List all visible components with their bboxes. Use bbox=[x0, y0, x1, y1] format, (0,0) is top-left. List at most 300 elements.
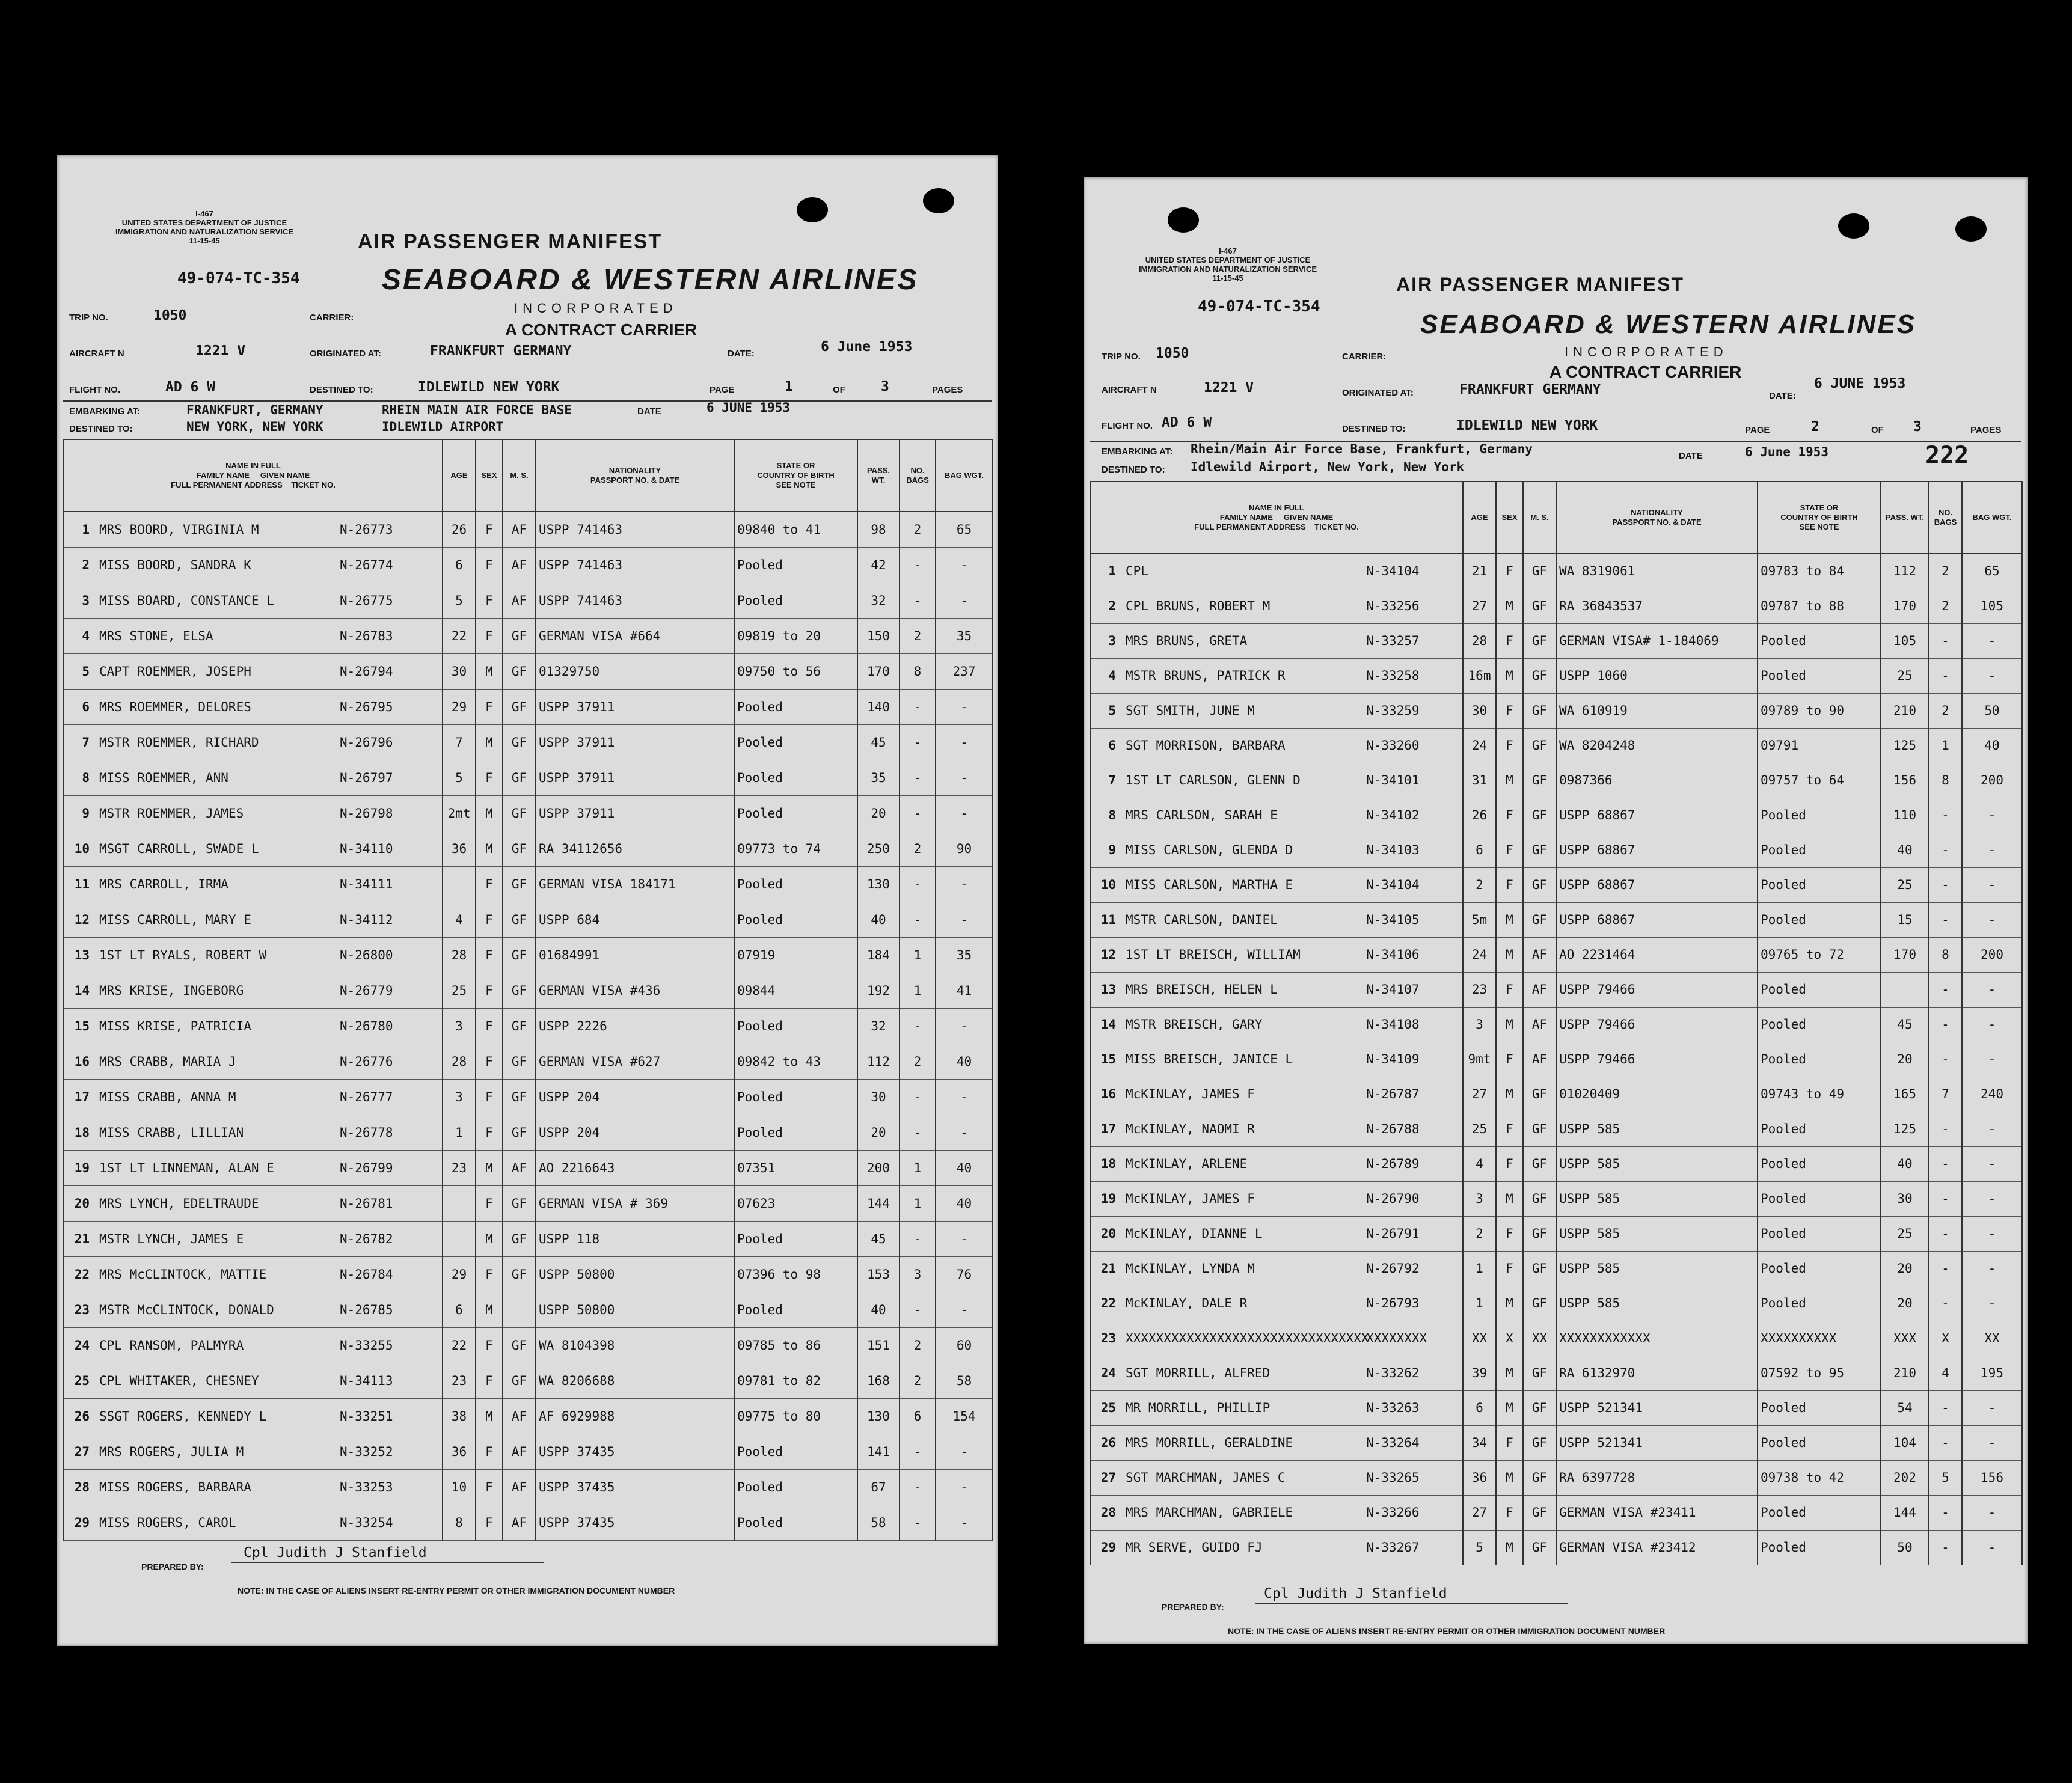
originated-value: FRANKFURT GERMANY bbox=[1459, 382, 1601, 397]
sex-cell: M bbox=[476, 831, 503, 866]
marital-status-cell: AF bbox=[1523, 937, 1556, 972]
birth-cell: 07592 to 95 bbox=[1758, 1356, 1881, 1390]
ticket-number: N-33251 bbox=[340, 1408, 393, 1424]
passenger-name: MISS CRABB, ANNA M bbox=[99, 1089, 236, 1104]
row-number: 26 bbox=[1100, 1436, 1116, 1450]
age-cell: 38 bbox=[443, 1398, 476, 1434]
ticket-number: N-26774 bbox=[340, 557, 393, 572]
bags-cell: 1 bbox=[900, 973, 936, 1008]
bag-weight-cell: - bbox=[936, 724, 993, 760]
page-label: PAGE bbox=[1745, 425, 1770, 435]
bag-weight-cell: - bbox=[936, 902, 993, 937]
sex-cell: F bbox=[476, 1185, 503, 1221]
bag-weight-cell: - bbox=[1962, 623, 2022, 658]
passenger-name: CPL bbox=[1126, 564, 1148, 579]
sex-cell: F bbox=[476, 583, 503, 618]
pass-weight-cell: 210 bbox=[1881, 1356, 1929, 1390]
pass-weight-cell: 150 bbox=[857, 618, 900, 653]
passport-cell: USPP 521341 bbox=[1556, 1425, 1758, 1460]
pass-weight-cell: 192 bbox=[857, 973, 900, 1008]
bag-weight-cell: - bbox=[936, 795, 993, 831]
age-cell: 25 bbox=[443, 973, 476, 1008]
ticket-number: N-26789 bbox=[1366, 1157, 1420, 1171]
marital-status-cell: AF bbox=[1523, 1042, 1556, 1077]
destined-label: DESTINED TO: bbox=[1102, 465, 1165, 475]
ticket-number: N-26788 bbox=[1366, 1122, 1420, 1136]
ticket-number: N-26797 bbox=[340, 770, 393, 785]
age-cell: 24 bbox=[1463, 937, 1496, 972]
table-row bbox=[64, 724, 993, 760]
ticket-number: XXXXXXXX bbox=[1366, 1331, 1427, 1345]
age-cell: 9mt bbox=[1463, 1042, 1496, 1077]
age-cell: 39 bbox=[1463, 1356, 1496, 1390]
marital-status-cell: GF bbox=[503, 1256, 536, 1292]
passenger-name: MRS KRISE, INGEBORG bbox=[99, 983, 244, 998]
row-number: 3 bbox=[1108, 634, 1116, 648]
age-cell: 2mt bbox=[443, 795, 476, 831]
sex-cell: F bbox=[1496, 1251, 1523, 1286]
passenger-name: McKINLAY, ARLENE bbox=[1126, 1157, 1248, 1171]
sex-cell: F bbox=[1496, 728, 1523, 763]
row-number: 25 bbox=[1100, 1401, 1116, 1415]
sex-cell: F bbox=[476, 1256, 503, 1292]
table-row bbox=[64, 902, 993, 937]
marital-status-cell: GF bbox=[1523, 1530, 1556, 1565]
row-number: 6 bbox=[82, 699, 90, 714]
marital-status-cell: GF bbox=[503, 1185, 536, 1221]
bags-cell: - bbox=[1929, 658, 1962, 693]
marital-status-cell: XX bbox=[1523, 1321, 1556, 1356]
date-value: 6 June 1953 bbox=[821, 339, 913, 355]
row-number: 3 bbox=[82, 593, 90, 608]
birth-cell: Pooled bbox=[1758, 1425, 1881, 1460]
birth-cell: 09842 to 43 bbox=[734, 1044, 857, 1079]
sex-cell: F bbox=[476, 1469, 503, 1505]
birth-cell: 07396 to 98 bbox=[734, 1256, 857, 1292]
form-header: I-467 UNITED STATES DEPARTMENT OF JUSTICE IMMIGRATION AND NATURALIZATION SERVICE 11-15-45 bbox=[115, 209, 294, 245]
passport-cell: USPP 204 bbox=[536, 1115, 734, 1150]
marital-status-cell: AF bbox=[503, 1469, 536, 1505]
ticket-number: N-34107 bbox=[1366, 982, 1420, 997]
punch-hole bbox=[1838, 213, 1869, 239]
ticket-number: N-33267 bbox=[1366, 1540, 1420, 1555]
ticket-number: N-26780 bbox=[340, 1018, 393, 1033]
row-number: 11 bbox=[74, 876, 90, 892]
age-cell: 24 bbox=[1463, 728, 1496, 763]
destined-to-value: IDLEWILD NEW YORK bbox=[418, 379, 560, 395]
pass-weight-cell: 170 bbox=[1881, 589, 1929, 623]
age-cell: 1 bbox=[1463, 1251, 1496, 1286]
table-row bbox=[64, 1115, 993, 1150]
bag-wt-column-header: BAG WGT. bbox=[1962, 482, 2022, 554]
bags-cell: - bbox=[1929, 1530, 1962, 1565]
bag-weight-cell: 65 bbox=[1962, 554, 2022, 589]
row-number: 9 bbox=[1108, 843, 1116, 857]
incorporated-label: INCORPORATED bbox=[514, 301, 678, 316]
row-number: 13 bbox=[1100, 982, 1116, 997]
sex-cell: F bbox=[1496, 554, 1523, 589]
birth-cell: Pooled bbox=[1758, 1530, 1881, 1565]
table-row bbox=[64, 1398, 993, 1434]
bag-weight-cell: 58 bbox=[936, 1363, 993, 1398]
table-row bbox=[64, 512, 993, 547]
marital-status-cell: GF bbox=[1523, 1356, 1556, 1390]
bag-weight-cell: - bbox=[1962, 1390, 2022, 1425]
passenger-name: MISS BOORD, SANDRA K bbox=[99, 557, 251, 572]
birth-cell: Pooled bbox=[734, 902, 857, 937]
ticket-number: N-33258 bbox=[1366, 668, 1420, 683]
passenger-name: MRS ROGERS, JULIA M bbox=[99, 1444, 244, 1459]
passport-cell: USPP 68867 bbox=[1556, 833, 1758, 867]
sex-cell: F bbox=[476, 512, 503, 547]
manifest-title: AIR PASSENGER MANIFEST bbox=[358, 230, 663, 253]
bag-weight-cell: - bbox=[1962, 972, 2022, 1007]
contract-carrier-label: A CONTRACT CARRIER bbox=[505, 320, 697, 339]
sex-cell: M bbox=[1496, 1390, 1523, 1425]
trip-label: TRIP NO. bbox=[1102, 352, 1141, 362]
marital-status-cell: GF bbox=[1523, 623, 1556, 658]
ticket-number: N-34101 bbox=[1366, 773, 1420, 788]
sex-cell: F bbox=[476, 1115, 503, 1150]
row-number: 8 bbox=[82, 770, 90, 785]
bag-weight-cell: 40 bbox=[936, 1150, 993, 1185]
sex-cell: M bbox=[1496, 1077, 1523, 1112]
age-cell: 1 bbox=[1463, 1286, 1496, 1321]
bags-cell: 8 bbox=[900, 653, 936, 689]
passport-cell: USPP 79466 bbox=[1556, 1007, 1758, 1042]
bag-weight-cell: - bbox=[936, 760, 993, 795]
row-number: 27 bbox=[1100, 1470, 1116, 1485]
pass-weight-cell: 105 bbox=[1881, 623, 1929, 658]
ticket-number: N-26794 bbox=[340, 664, 393, 679]
ticket-number: N-34108 bbox=[1366, 1017, 1420, 1032]
age-cell: 25 bbox=[1463, 1112, 1496, 1146]
date-label: DATE: bbox=[1769, 391, 1796, 401]
row-number: 8 bbox=[1108, 808, 1116, 822]
table-row bbox=[1090, 1007, 2022, 1042]
bags-cell: 2 bbox=[900, 1363, 936, 1398]
table-row bbox=[1090, 833, 2022, 867]
pass-weight-cell: 35 bbox=[857, 760, 900, 795]
table-row bbox=[64, 1221, 993, 1256]
age-cell: 22 bbox=[443, 1327, 476, 1363]
name-column-header: NAME IN FULL FAMILY NAME GIVEN NAME FULL PERMANENT ADDRESS TICKET NO. bbox=[64, 439, 443, 512]
pass-weight-cell: 250 bbox=[857, 831, 900, 866]
destined-city: NEW YORK, NEW YORK bbox=[186, 420, 323, 434]
age-cell: 5m bbox=[1463, 902, 1496, 937]
ticket-number: N-26800 bbox=[340, 947, 393, 962]
bags-cell: 2 bbox=[900, 1044, 936, 1079]
bags-cell: - bbox=[900, 1469, 936, 1505]
sex-cell: F bbox=[476, 1079, 503, 1115]
passenger-name: XXXXXXXXXXXXXXXXXXXXXXXXXXXXXXXX bbox=[1126, 1331, 1369, 1345]
age-cell bbox=[443, 1221, 476, 1256]
marital-status-cell: GF bbox=[503, 724, 536, 760]
passenger-table bbox=[1090, 481, 2023, 1565]
bags-cell: 2 bbox=[900, 1327, 936, 1363]
ticket-number: N-26779 bbox=[340, 983, 393, 998]
passport-cell: USPP 79466 bbox=[1556, 1042, 1758, 1077]
marital-status-cell: GF bbox=[1523, 1077, 1556, 1112]
bag-weight-cell: 35 bbox=[936, 937, 993, 973]
bag-weight-cell: - bbox=[936, 547, 993, 583]
row-number: 15 bbox=[1100, 1052, 1116, 1066]
bags-cell: - bbox=[1929, 1181, 1962, 1216]
table-row bbox=[1090, 937, 2022, 972]
contract-carrier-label: A CONTRACT CARRIER bbox=[1549, 362, 1742, 381]
birth-cell: 09765 to 72 bbox=[1758, 937, 1881, 972]
sex-cell: F bbox=[476, 902, 503, 937]
sex-cell: F bbox=[1496, 1495, 1523, 1530]
trip-label: TRIP NO. bbox=[69, 313, 108, 323]
passport-cell: RA 6397728 bbox=[1556, 1460, 1758, 1495]
airline-name: SEABOARD & WESTERN AIRLINES bbox=[1420, 310, 1916, 339]
pass-weight-cell: 168 bbox=[857, 1363, 900, 1398]
bags-column-header: NO. BAGS bbox=[1929, 482, 1962, 554]
passenger-name: MSTR BREISCH, GARY bbox=[1126, 1017, 1263, 1032]
table-row bbox=[1090, 728, 2022, 763]
pass-weight-cell: 40 bbox=[857, 1292, 900, 1327]
ticket-number: N-26784 bbox=[340, 1267, 393, 1282]
passport-cell: GERMAN VISA #23412 bbox=[1556, 1530, 1758, 1565]
age-cell: 1 bbox=[443, 1115, 476, 1150]
age-cell: 29 bbox=[443, 689, 476, 724]
immigration-note: NOTE: IN THE CASE OF ALIENS INSERT RE-ENTRY PERMIT OR OTHER IMMIGRATION DOCUMENT NUMBER bbox=[238, 1586, 675, 1595]
sex-cell: M bbox=[1496, 1356, 1523, 1390]
pass-weight-cell: 140 bbox=[857, 689, 900, 724]
manifest-page-1 bbox=[57, 155, 998, 1646]
passenger-name: 1ST LT CARLSON, GLENN D bbox=[1126, 773, 1301, 788]
table-row bbox=[64, 1469, 993, 1505]
passport-cell: USPP 521341 bbox=[1556, 1390, 1758, 1425]
bag-weight-cell: - bbox=[1962, 1495, 2022, 1530]
ticket-number: N-33265 bbox=[1366, 1470, 1420, 1485]
birth-cell: Pooled bbox=[734, 1008, 857, 1044]
marital-status-cell: GF bbox=[1523, 1495, 1556, 1530]
birth-cell: 09819 to 20 bbox=[734, 618, 857, 653]
passenger-name: MISS ROEMMER, ANN bbox=[99, 770, 228, 785]
table-row bbox=[64, 831, 993, 866]
pass-weight-cell: 20 bbox=[1881, 1251, 1929, 1286]
passenger-name: McKINLAY, NAOMI R bbox=[1126, 1122, 1255, 1136]
passport-cell: 01329750 bbox=[536, 653, 734, 689]
marital-status-cell: GF bbox=[1523, 1286, 1556, 1321]
marital-status-cell: GF bbox=[503, 653, 536, 689]
pass-weight-cell: 184 bbox=[857, 937, 900, 973]
row-number: 7 bbox=[82, 735, 90, 750]
destined-airport: IDLEWILD AIRPORT bbox=[382, 420, 504, 434]
sex-cell: F bbox=[1496, 1112, 1523, 1146]
punch-hole bbox=[1168, 207, 1199, 233]
row-number: 14 bbox=[1100, 1017, 1116, 1032]
age-cell: 27 bbox=[1463, 589, 1496, 623]
row-number: 10 bbox=[1100, 878, 1116, 892]
age-cell: 6 bbox=[443, 1292, 476, 1327]
row-number: 24 bbox=[74, 1338, 90, 1353]
birth-cell: 09791 bbox=[1758, 728, 1881, 763]
reference-number: 49-074-TC-354 bbox=[1198, 298, 1320, 316]
flight-label: FLIGHT NO. bbox=[69, 385, 120, 395]
passenger-name: MSTR LYNCH, JAMES E bbox=[99, 1231, 244, 1246]
embarking-date: 6 JUNE 1953 bbox=[707, 400, 791, 415]
row-number: 21 bbox=[74, 1231, 90, 1246]
marital-status-cell: GF bbox=[503, 795, 536, 831]
bag-weight-cell: - bbox=[1962, 1112, 2022, 1146]
age-cell: 27 bbox=[1463, 1495, 1496, 1530]
marital-status-cell: GF bbox=[503, 1363, 536, 1398]
passenger-name: SGT MORRILL, ALFRED bbox=[1126, 1366, 1270, 1380]
marital-status-cell: GF bbox=[503, 902, 536, 937]
bag-weight-cell: - bbox=[1962, 1425, 2022, 1460]
bags-cell: - bbox=[900, 689, 936, 724]
sex-cell: F bbox=[476, 760, 503, 795]
bag-weight-cell: 240 bbox=[1962, 1077, 2022, 1112]
pass-weight-cell: 15 bbox=[1881, 902, 1929, 937]
bags-cell: - bbox=[900, 760, 936, 795]
passenger-table bbox=[63, 439, 993, 1541]
age-column-header: AGE bbox=[1463, 482, 1496, 554]
marital-status-cell: AF bbox=[1523, 972, 1556, 1007]
bag-weight-cell: 60 bbox=[936, 1327, 993, 1363]
passenger-name: MSTR BRUNS, PATRICK R bbox=[1126, 668, 1286, 683]
bag-weight-cell: 237 bbox=[936, 653, 993, 689]
of-label: OF bbox=[833, 385, 845, 395]
passenger-name: MRS ROEMMER, DELORES bbox=[99, 699, 251, 714]
table-row bbox=[64, 795, 993, 831]
sex-cell: M bbox=[1496, 589, 1523, 623]
passenger-name: MSTR CARLSON, DANIEL bbox=[1126, 913, 1278, 927]
age-column-header: AGE bbox=[443, 439, 476, 512]
marital-status-cell: GF bbox=[1523, 833, 1556, 867]
aircraft-label: AIRCRAFT N bbox=[1102, 385, 1157, 395]
pass-weight-cell: 130 bbox=[857, 1398, 900, 1434]
passenger-name: MRS LYNCH, EDELTRAUDE bbox=[99, 1196, 259, 1211]
bag-weight-cell: - bbox=[1962, 833, 2022, 867]
ticket-number: N-34105 bbox=[1366, 913, 1420, 927]
ticket-number: N-33256 bbox=[1366, 599, 1420, 613]
passport-cell: USPP 68867 bbox=[1556, 798, 1758, 833]
pass-weight-cell: 20 bbox=[857, 1115, 900, 1150]
marital-status-cell: AF bbox=[503, 583, 536, 618]
age-cell: 28 bbox=[443, 1044, 476, 1079]
passport-cell: RA 6132970 bbox=[1556, 1356, 1758, 1390]
passenger-name: MISS KRISE, PATRICIA bbox=[99, 1018, 251, 1033]
manifest-page-2 bbox=[1084, 177, 2028, 1644]
passport-cell: 0987366 bbox=[1556, 763, 1758, 798]
passport-cell: USPP 1060 bbox=[1556, 658, 1758, 693]
birth-cell: Pooled bbox=[1758, 1251, 1881, 1286]
birth-cell: Pooled bbox=[734, 1292, 857, 1327]
bags-cell: - bbox=[1929, 902, 1962, 937]
trip-number: 1050 bbox=[153, 308, 187, 323]
of-label: OF bbox=[1871, 425, 1884, 435]
row-number: 18 bbox=[1100, 1157, 1116, 1171]
bag-weight-cell: 200 bbox=[1962, 937, 2022, 972]
sex-cell: M bbox=[1496, 937, 1523, 972]
bags-cell: - bbox=[900, 795, 936, 831]
bag-weight-cell: - bbox=[1962, 1146, 2022, 1181]
table-row bbox=[1090, 763, 2022, 798]
embarking-date: 6 June 1953 bbox=[1745, 445, 1829, 459]
birth-cell: XXXXXXXXXX bbox=[1758, 1321, 1881, 1356]
bags-cell: - bbox=[1929, 623, 1962, 658]
birth-cell: 09757 to 64 bbox=[1758, 763, 1881, 798]
passport-cell: USPP 2226 bbox=[536, 1008, 734, 1044]
ticket-number: N-33259 bbox=[1366, 703, 1420, 718]
passport-cell: USPP 37435 bbox=[536, 1434, 734, 1469]
ticket-number: N-26785 bbox=[340, 1302, 393, 1317]
incorporated-label: INCORPORATED bbox=[1565, 344, 1728, 359]
bag-weight-cell: 65 bbox=[936, 512, 993, 547]
passport-cell: USPP 741463 bbox=[536, 583, 734, 618]
marital-status-cell: AF bbox=[503, 512, 536, 547]
age-cell: 3 bbox=[443, 1079, 476, 1115]
date2-label: DATE bbox=[1679, 451, 1703, 461]
table-row bbox=[64, 1363, 993, 1398]
age-cell: 23 bbox=[443, 1150, 476, 1185]
age-cell: 23 bbox=[1463, 972, 1496, 1007]
bags-cell: - bbox=[1929, 1042, 1962, 1077]
table-row bbox=[1090, 1112, 2022, 1146]
birth-cell: Pooled bbox=[734, 795, 857, 831]
row-number: 22 bbox=[74, 1267, 90, 1282]
table-row bbox=[64, 1327, 993, 1363]
table-row bbox=[1090, 798, 2022, 833]
pass-weight-cell: 125 bbox=[1881, 728, 1929, 763]
marital-status-cell: GF bbox=[1523, 554, 1556, 589]
bags-cell: 2 bbox=[900, 831, 936, 866]
birth-cell: Pooled bbox=[734, 760, 857, 795]
table-row bbox=[1090, 1181, 2022, 1216]
passenger-name: MRS BREISCH, HELEN L bbox=[1126, 982, 1278, 997]
sex-cell: F bbox=[476, 1505, 503, 1540]
birth-cell: Pooled bbox=[1758, 833, 1881, 867]
bag-weight-cell: - bbox=[1962, 1251, 2022, 1286]
trip-number: 1050 bbox=[1156, 346, 1189, 361]
bags-cell: 1 bbox=[900, 1185, 936, 1221]
row-number: 10 bbox=[74, 841, 90, 856]
birth-cell: Pooled bbox=[1758, 867, 1881, 902]
age-cell: 6 bbox=[1463, 1390, 1496, 1425]
passport-cell: GERMAN VISA# 1-184069 bbox=[1556, 623, 1758, 658]
bag-weight-cell: 40 bbox=[1962, 728, 2022, 763]
nationality-column-header: NATIONALITY PASSPORT NO. & DATE bbox=[536, 439, 734, 512]
row-number: 14 bbox=[74, 983, 90, 998]
age-cell: 23 bbox=[443, 1363, 476, 1398]
passport-cell: USPP 585 bbox=[1556, 1286, 1758, 1321]
ticket-number: N-33255 bbox=[340, 1338, 393, 1353]
marital-status-cell: GF bbox=[503, 689, 536, 724]
age-cell: 2 bbox=[1463, 867, 1496, 902]
originated-label: ORIGINATED AT: bbox=[1342, 388, 1414, 398]
passenger-name: MISS CRABB, LILLIAN bbox=[99, 1125, 244, 1140]
birth-cell: Pooled bbox=[1758, 902, 1881, 937]
passport-cell: USPP 118 bbox=[536, 1221, 734, 1256]
passport-cell: USPP 37911 bbox=[536, 689, 734, 724]
table-row bbox=[64, 689, 993, 724]
passenger-name: MRS STONE, ELSA bbox=[99, 628, 213, 643]
row-number: 19 bbox=[1100, 1191, 1116, 1206]
birth-cell: Pooled bbox=[734, 1079, 857, 1115]
ms-column-header: M. S. bbox=[1523, 482, 1556, 554]
bag-weight-cell: 40 bbox=[936, 1185, 993, 1221]
pass-weight-cell: 144 bbox=[1881, 1495, 1929, 1530]
sex-cell: M bbox=[1496, 1460, 1523, 1495]
birth-cell: 07351 bbox=[734, 1150, 857, 1185]
passenger-name: MSTR ROEMMER, RICHARD bbox=[99, 735, 259, 750]
passenger-name: CPL BRUNS, ROBERT M bbox=[1126, 599, 1270, 613]
pass-wt-column-header: PASS. WT. bbox=[857, 439, 900, 512]
